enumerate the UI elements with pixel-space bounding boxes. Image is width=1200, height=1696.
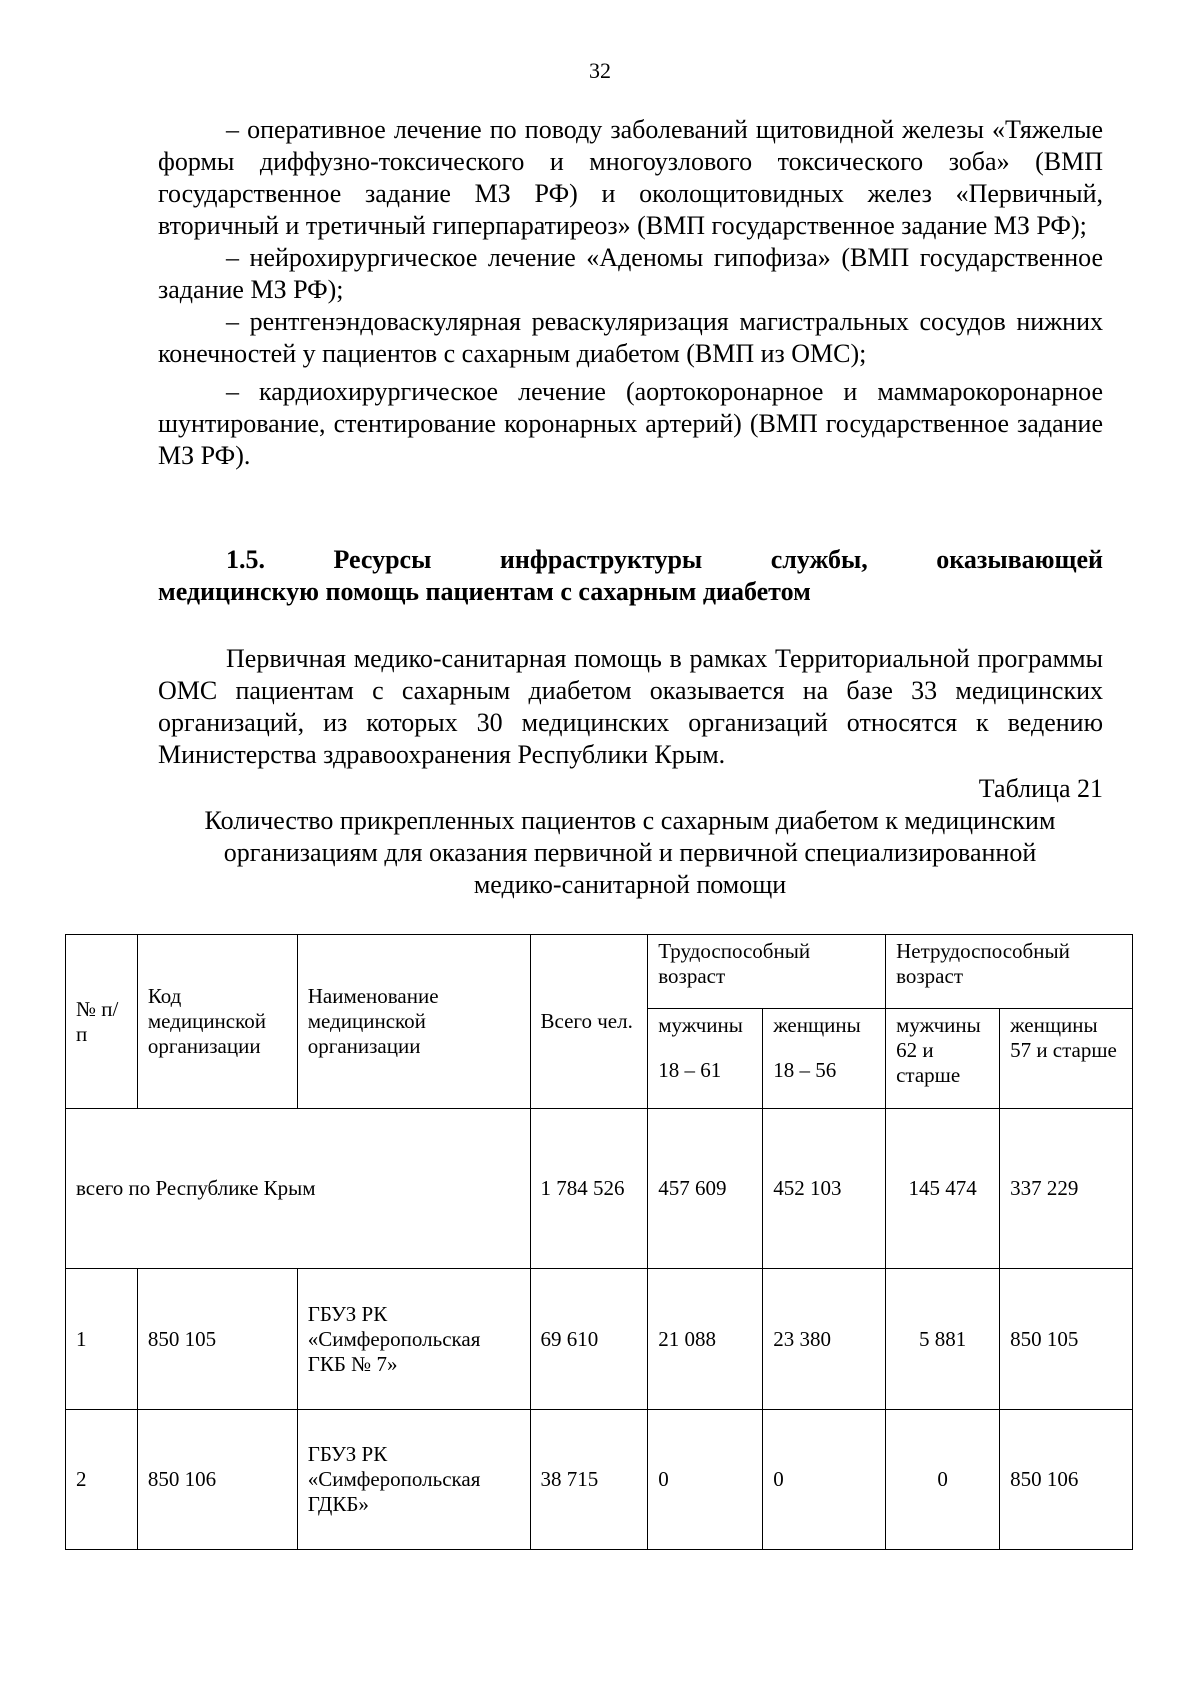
header-men-working-range: 18 – 61 bbox=[658, 1058, 722, 1082]
bullet-item: – кардиохирургическое лечение (аортокоронарное и маммарокоронарное шунтирование, стентирование коронарных артерий) (ВМП государственное задание МЗ РФ). bbox=[158, 377, 1103, 470]
row-men-nonworking: 0 bbox=[886, 1410, 1000, 1550]
table-row bbox=[66, 1410, 1133, 1550]
table-title: Количество прикрепленных пациентов с сахарным диабетом к медицинским организациям для оказания первичной и первичной специализированной медико-санитарной помощи bbox=[204, 806, 1056, 899]
bullet-list bbox=[158, 114, 1103, 472]
row-men-working: 0 bbox=[648, 1410, 763, 1550]
bullet-item: – рентгенэндоваскулярная реваскуляризация магистральных сосудов нижних конечностей у пациентов с сахарным диабетом (ВМП из ОМС); bbox=[158, 307, 1103, 368]
row-women-working: 23 380 bbox=[763, 1269, 886, 1410]
page-number: 32 bbox=[589, 58, 611, 83]
row-num: 2 bbox=[66, 1410, 138, 1550]
header-women-working bbox=[763, 1009, 886, 1109]
row-men-working: 21 088 bbox=[648, 1269, 763, 1410]
section-heading bbox=[158, 544, 1103, 608]
total-women-working: 452 103 bbox=[763, 1109, 886, 1269]
total-women-nonworking: 337 229 bbox=[1000, 1109, 1133, 1269]
row-women-nonworking: 850 105 bbox=[1000, 1269, 1133, 1410]
header-men-working bbox=[648, 1009, 763, 1109]
table-label: Таблица 21 bbox=[978, 774, 1103, 803]
header-women-working-label: женщины bbox=[773, 1013, 861, 1037]
body-paragraph: Первичная медико-санитарная помощь в рамках Территориальной программы ОМС пациентам с сахарным диабетом оказывается на базе 33 медицинских организаций, из которых 30 медицинских организаций относятся к ведению Министерства здравоохранения Республики Крым. bbox=[158, 644, 1103, 769]
row-code: 850 105 bbox=[137, 1269, 297, 1410]
bullet-item: – оперативное лечение по поводу заболеваний щитовидной железы «Тяжелые формы диффузно-токсического и многоузлового токсического зоба» (ВМП государственное задание МЗ РФ) и околощитовидных желез «Первичный, вторичный и третичный гиперпаратиреоз» (ВМП государственное задание МЗ РФ); bbox=[158, 115, 1103, 240]
header-men-nonworking: мужчины 62 и старше bbox=[886, 1009, 1000, 1109]
body-paragraph-block bbox=[158, 643, 1103, 771]
total-all: 1 784 526 bbox=[530, 1109, 648, 1269]
header-women-nonworking: женщины 57 и старше bbox=[1000, 1009, 1133, 1109]
table-row bbox=[66, 1269, 1133, 1410]
row-women-working: 0 bbox=[763, 1410, 886, 1550]
bullet-item: – нейрохирургическое лечение «Аденомы гипофиза» (ВМП государственное задание МЗ РФ); bbox=[158, 243, 1103, 304]
section-heading-line: 1.5. Ресурсы инфраструктуры службы, оказывающей bbox=[226, 545, 1103, 574]
total-men-nonworking: 145 474 bbox=[886, 1109, 1000, 1269]
total-men-working: 457 609 bbox=[648, 1109, 763, 1269]
header-name: Наименование медицинской организации bbox=[297, 935, 530, 1109]
header-women-working-range: 18 – 56 bbox=[773, 1058, 837, 1082]
row-total: 38 715 bbox=[530, 1410, 648, 1550]
total-label: всего по Республике Крым bbox=[66, 1109, 531, 1269]
data-table bbox=[65, 934, 1133, 1550]
row-name: ГБУЗ РК «Симферопольская ГКБ № 7» bbox=[297, 1269, 530, 1410]
header-men-working-label: мужчины bbox=[658, 1013, 743, 1037]
header-nonworking-age: Нетрудоспособный возраст bbox=[886, 935, 1133, 1009]
section-heading-line: медицинскую помощь пациентам с сахарным диабетом bbox=[158, 577, 811, 606]
header-total: Всего чел. bbox=[530, 935, 648, 1109]
row-code: 850 106 bbox=[137, 1410, 297, 1550]
table-row-total bbox=[66, 1109, 1133, 1269]
header-num: № п/п bbox=[66, 935, 138, 1109]
row-women-nonworking: 850 106 bbox=[1000, 1410, 1133, 1550]
header-code: Код медицинской организации bbox=[137, 935, 297, 1109]
row-total: 69 610 bbox=[530, 1269, 648, 1410]
row-name: ГБУЗ РК «Симферопольская ГДКБ» bbox=[297, 1410, 530, 1550]
header-working-age: Трудоспособный возраст bbox=[648, 935, 886, 1009]
row-num: 1 bbox=[66, 1269, 138, 1410]
row-men-nonworking: 5 881 bbox=[886, 1269, 1000, 1410]
